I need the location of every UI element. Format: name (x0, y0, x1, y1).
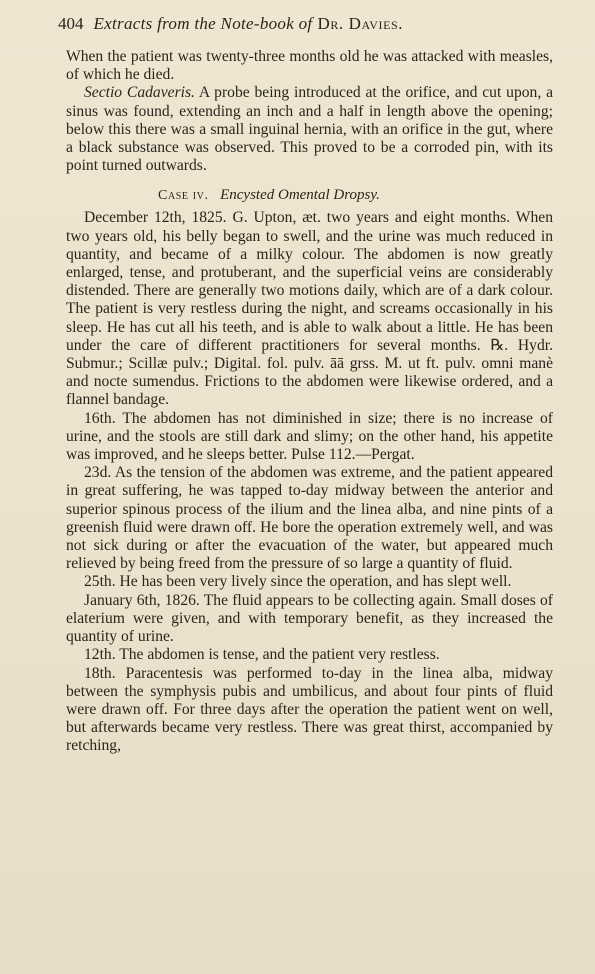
paragraph-18th: 18th. Paracentesis was performed to-day in the linea alba, midway between the symphysis pubis and umbilicus, and about four pints of fluid were drawn off. For three days after the operation the patient went on well, but afterwards became very restless. There was great thirst, accompanied by retching, (66, 664, 553, 755)
body-text (66, 48, 553, 756)
page-number: 404 (58, 14, 84, 33)
case-label: Case iv. (158, 188, 209, 204)
running-title: Extracts from the Note-book of (93, 14, 313, 33)
sectio-label: Sectio Cadaveris. (84, 84, 195, 102)
running-head (58, 14, 553, 42)
paragraph-16th: 16th. The abdomen has not diminished in size; there is no increase of urine, and the stools are still dark and slimy; on the other hand, his appetite was improved, and he sleeps better. Pulse 112.—Pergat. (66, 409, 553, 464)
paragraph-sectio (66, 84, 553, 175)
paragraph-jan-6: January 6th, 1826. The fluid appears to be collecting again. Small doses of elaterium were given, and with temporary benefit, as they increased the quantity of urine. (66, 591, 553, 646)
sectio-text: A probe being introduced at the orifice, and cut upon, a sinus was found, extending an inch and a half in length above the opening; below this there was a small inguinal hernia, with an orifice in the gut, where a black substance was observed. This proved to be a corroded pin, with its point turned outwards. (66, 84, 553, 175)
paragraph-25th: 25th. He has been very lively since the operation, and has slept well. (84, 573, 512, 591)
running-author: Dr. Davies. (317, 14, 404, 33)
case-heading (158, 186, 553, 205)
case-title: Encysted Omental Dropsy. (220, 187, 380, 204)
paragraph-dec-12: December 12th, 1825. G. Upton, æt. two years and eight months. When two years old, his belly began to swell, and the urine was much reduced in quantity, and became of a milky colour. The abdomen is now greatly enlarged, tense, and protuberant, and the superficial veins are considerably distended. There are generally two motions daily, which are of a dark colour. The patient is very restless during the night, and screams occasionally in his sleep. He has cut all his teeth, and is able to walk about a little. He has been under the care of different practitioners for several months. ℞. Hydr. Submur.; Scillæ pulv.; Digital. fol. pulv. āā grss. M. ut ft. pulv. omni manè and nocte sumendus. Frictions to the abdomen were likewise ordered, and a flannel bandage. (66, 209, 553, 409)
paragraph-23d: 23d. As the tension of the abdomen was extreme, and the patient appeared in great suffering, he was tapped to-day midway between the anterior and superior spinous process of the ilium and the linea alba, and nine pints of a greenish fluid were drawn off. He bore the operation extremely well, and was not sick during or after the evacuation of the water, but appeared much relieved by being freed from the pressure of so large a quantity of fluid. (66, 464, 553, 573)
paragraph-12th: 12th. The abdomen is tense, and the patient very restless. (84, 646, 440, 664)
paragraph-measles: When the patient was twenty-three months old he was attacked with measles, of which he died. (66, 48, 553, 84)
